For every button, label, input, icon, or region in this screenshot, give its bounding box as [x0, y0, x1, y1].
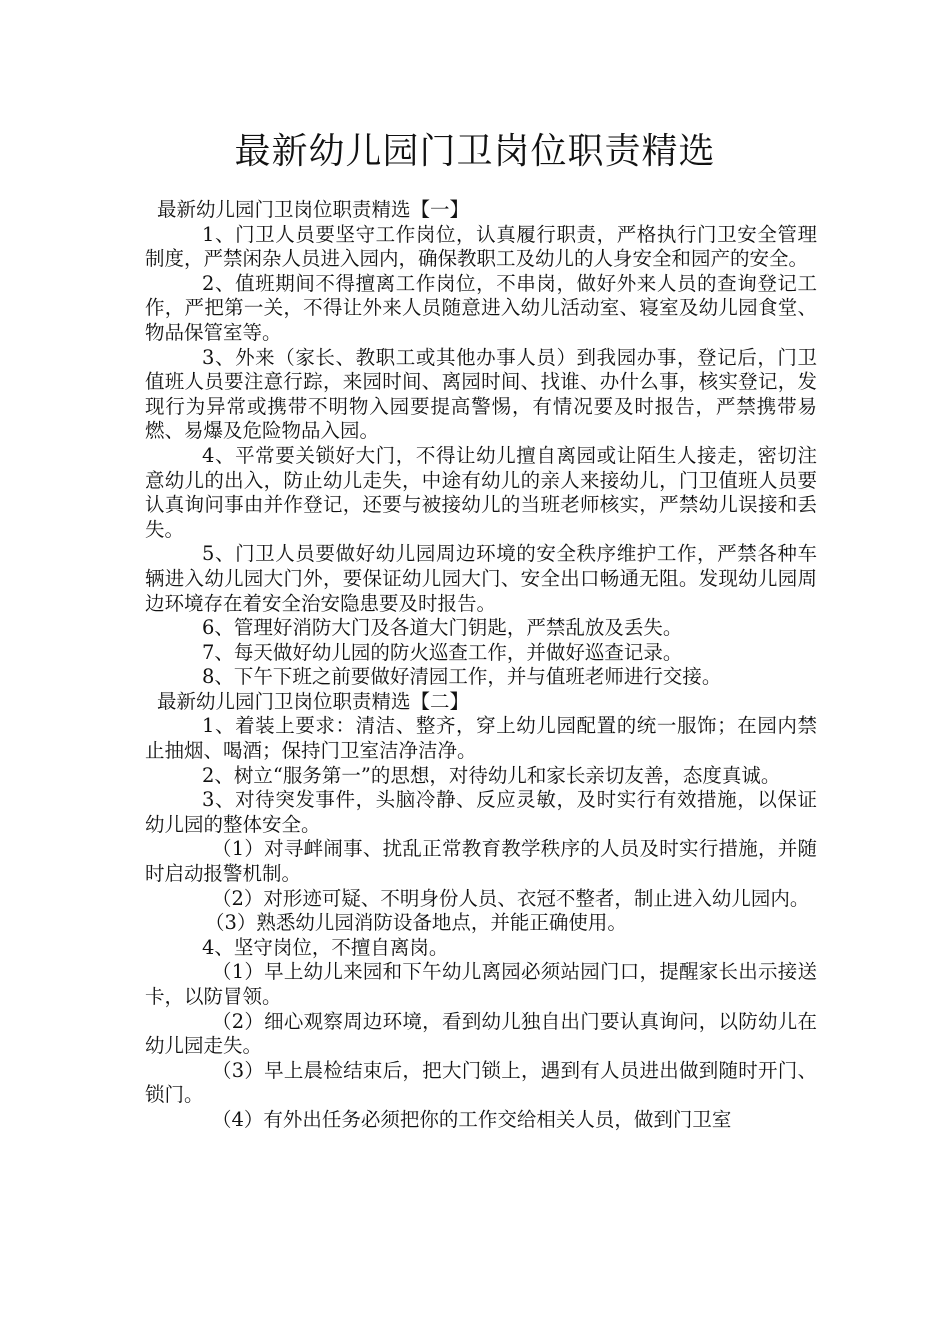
sub-paragraph: （1）对寻衅闹事、扰乱正常教育教学秩序的人员及时实行措施，并随时启动报警机制。 — [145, 837, 817, 886]
paragraph: 8、下午下班之前要做好清园工作，并与值班老师进行交接。 — [202, 665, 722, 689]
sub-paragraph: （4）有外出任务必须把你的工作交给相关人员，做到门卫室 — [212, 1107, 732, 1131]
paragraph: 7、每天做好幼儿园的防火巡查工作，并做好巡查记录。 — [202, 640, 683, 664]
section-heading: 最新幼儿园门卫岗位职责精选【二】 — [157, 689, 470, 713]
document-title: 最新幼儿园门卫岗位职责精选 — [234, 131, 716, 172]
sub-paragraph: （1）早上幼儿来园和下午幼儿离园必须站园门口，提醒家长出示接送卡，以防冒领。 — [145, 960, 817, 1008]
paragraph: 1、门卫人员要坚守工作岗位，认真履行职责，严格执行门卫安全管理制度，严禁闲杂人员进入园内，确保教职工及幼儿的人身安全和园产的安全。 — [145, 222, 817, 271]
paragraph: 6、管理好消防大门及各道大门钥匙，严禁乱放及丢失。 — [202, 616, 683, 640]
sub-paragraph: （2）对形迹可疑、不明身份人员、衣冠不整者，制止进入幼儿园内。 — [212, 886, 810, 910]
paragraph: 2、树立“服务第一”的思想，对待幼儿和家长亲切友善，态度真诚。 — [202, 763, 781, 787]
section-heading: 最新幼儿园门卫岗位职责精选【一】 — [157, 198, 470, 221]
paragraph: 3、外来（家长、教职工或其他办事人员）到我园办事，登记后，门卫值班人员要注意行踪，来园时间、离园时间、找谁、办什么事，核实登记，发现行为异常或携带不明物入园要提高警惕，有情况要及时报告，严禁携带易燃、易爆及危险物品入园。 — [145, 345, 817, 443]
paragraph: 4、坚守岗位，不擅自离岗。 — [202, 935, 449, 959]
paragraph: 1、着装上要求：清洁、整齐，穿上幼儿园配置的统一服饰；在园内禁止抽烟、喝酒；保持门卫室洁净洁净。 — [145, 714, 817, 763]
sub-paragraph: （3）熟悉幼儿园消防设备地点，并能正确使用。 — [205, 911, 627, 935]
document-body — [145, 198, 817, 1133]
paragraph: 4、平常要关锁好大门，不得让幼儿擅自离园或让陌生人接走，密切注意幼儿的出入，防止幼儿走失，中途有幼儿的亲人来接幼儿，门卫值班人员要认真询问事由并作登记，还要与被接幼儿的当班老师核实，严禁幼儿误接和丢失。 — [145, 443, 817, 541]
paragraph: 3、对待突发事件，头脑冷静、反应灵敏，及时实行有效措施，以保证幼儿园的整体安全。 — [145, 788, 817, 836]
sub-paragraph: （3）早上晨检结束后，把大门锁上，遇到有人员进出做到随时开门、锁门。 — [145, 1058, 817, 1107]
paragraph: 5、门卫人员要做好幼儿园周边环境的安全秩序维护工作，严禁各种车辆进入幼儿园大门外，要保证幼儿园大门、安全出口畅通无阻。发现幼儿园周边环境存在着安全治安隐患要及时报告。 — [145, 542, 817, 615]
paragraph: 2、值班期间不得擅离工作岗位，不串岗，做好外来人员的查询登记工作，严把第一关，不得让外来人员随意进入幼儿活动室、寝室及幼儿园食堂、物品保管室等。 — [145, 271, 817, 344]
sub-paragraph: （2）细心观察周边环境，看到幼儿独自出门要认真询问，以防幼儿在幼儿园走失。 — [145, 1009, 817, 1058]
